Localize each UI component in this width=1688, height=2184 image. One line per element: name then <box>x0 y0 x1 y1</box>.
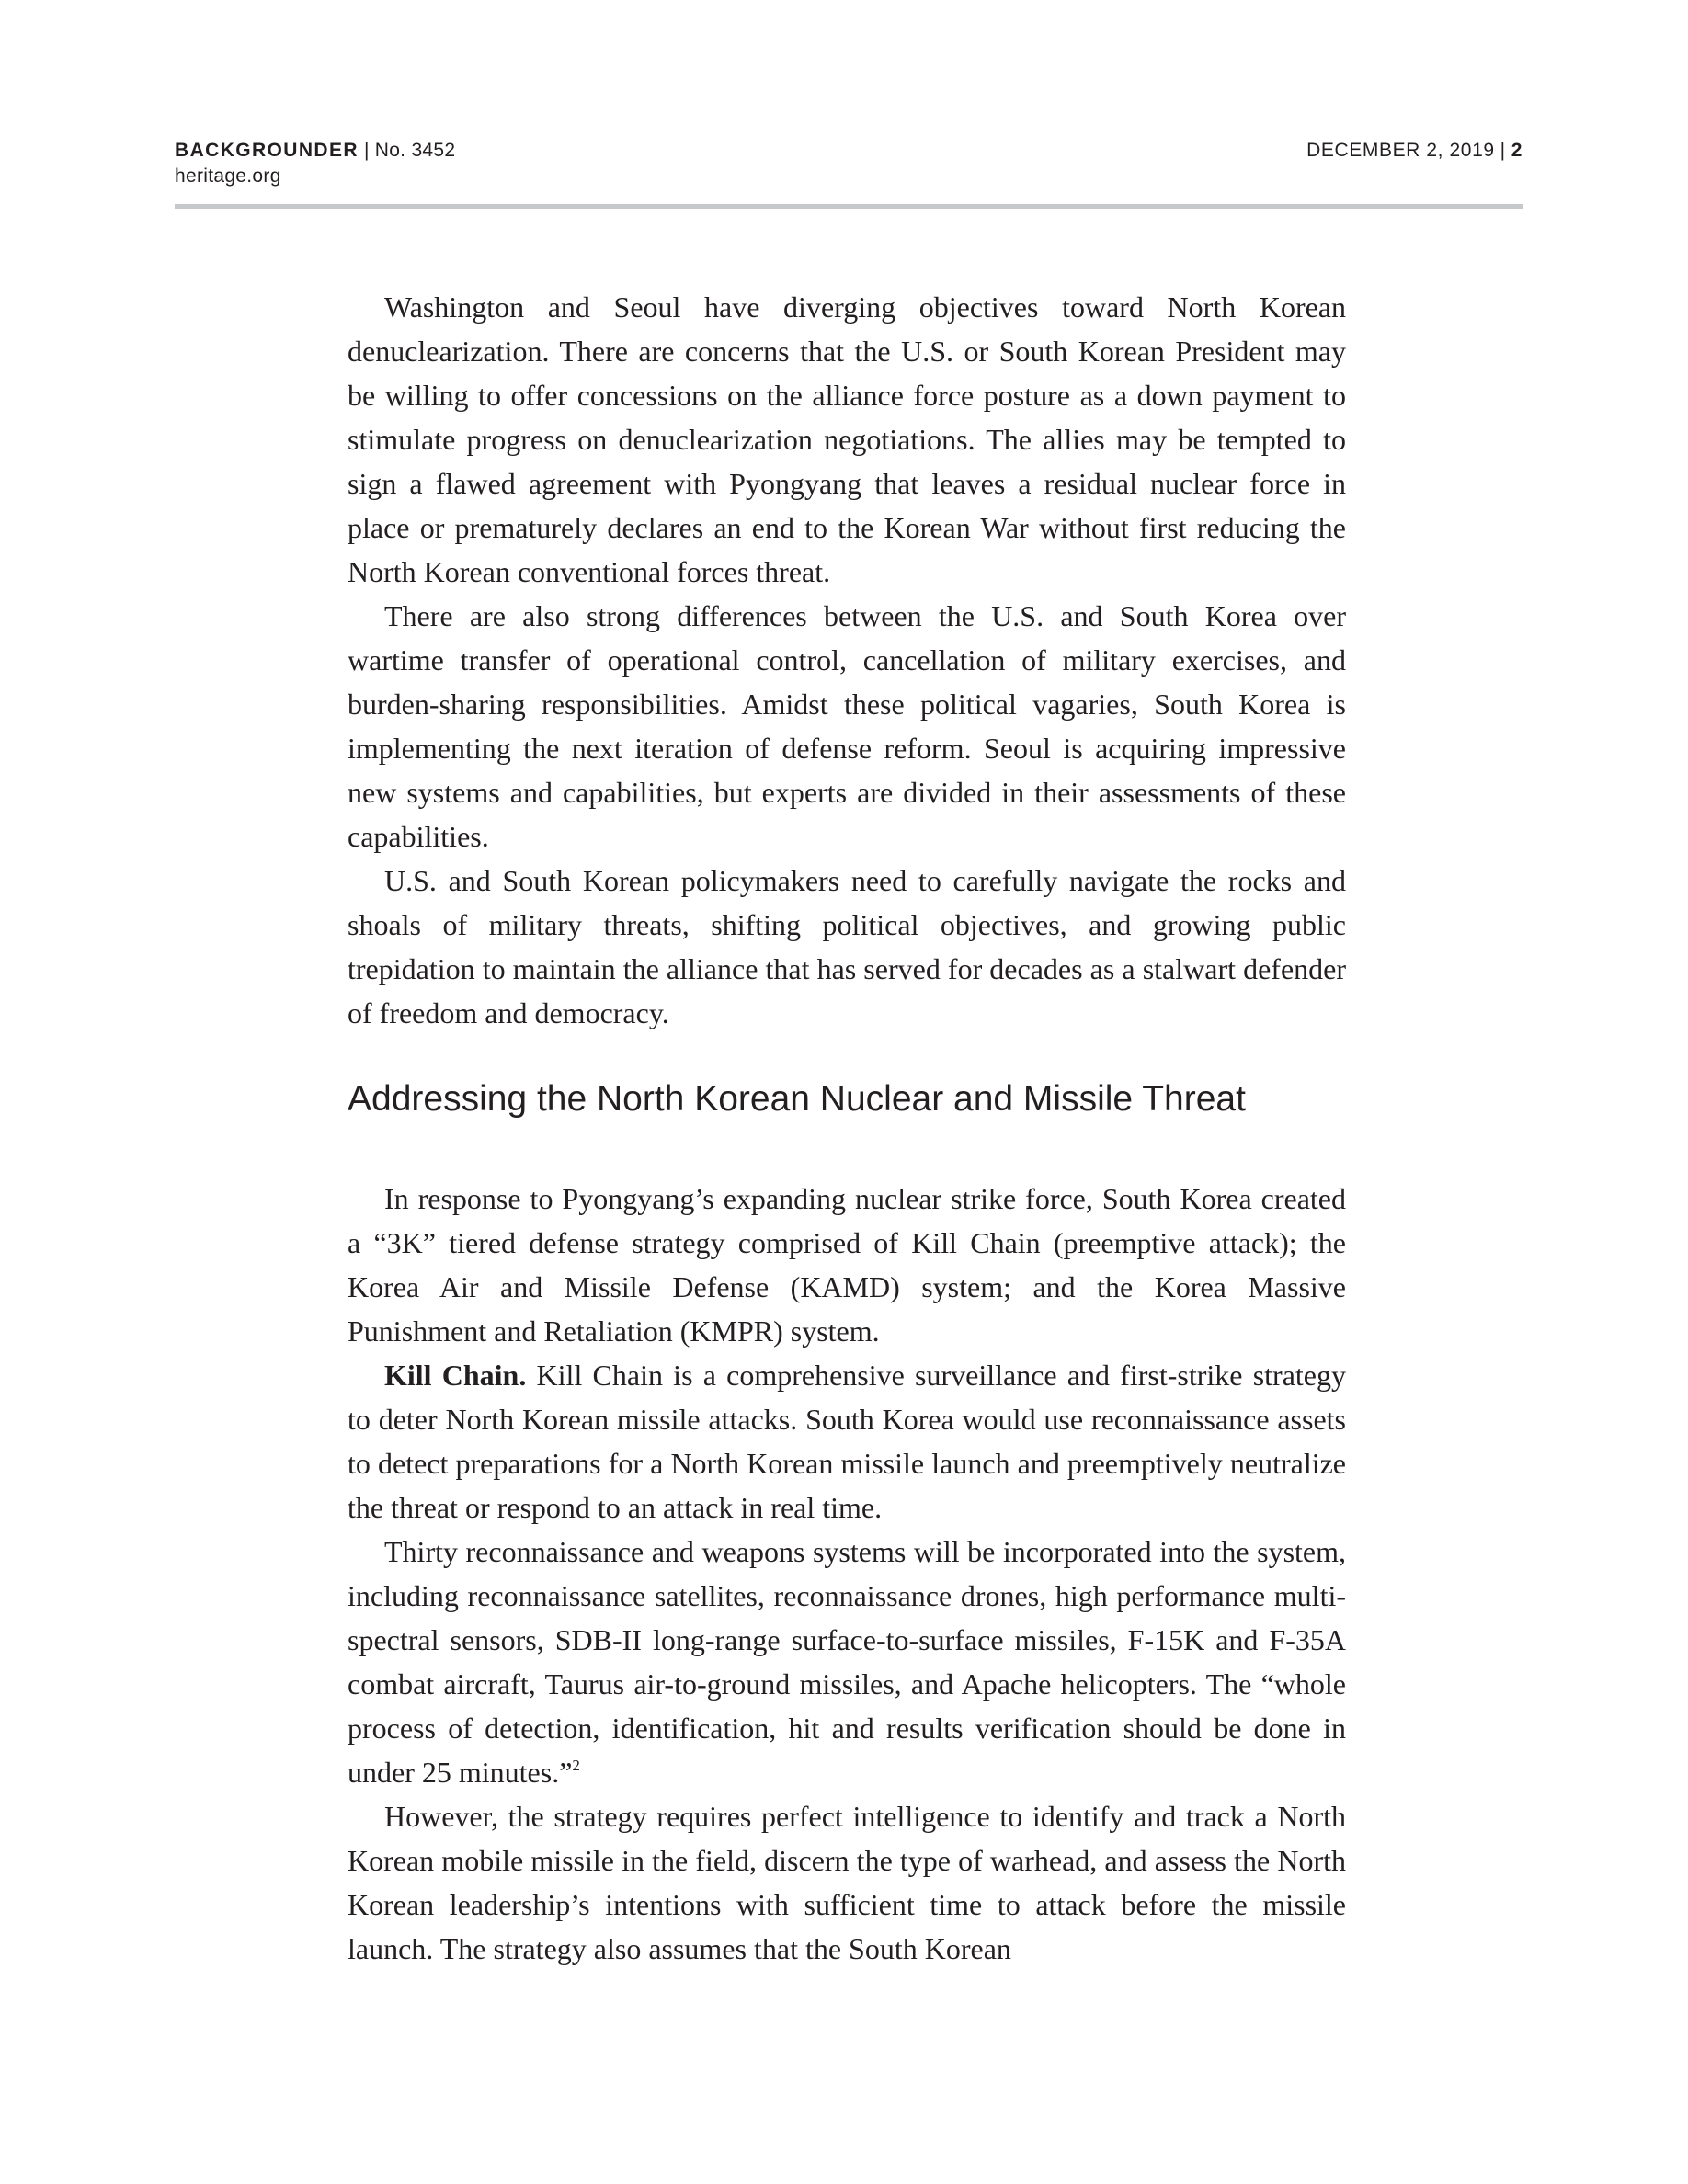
series-line <box>175 138 455 164</box>
publication-date: DECEMBER 2, 2019 <box>1306 140 1495 161</box>
paragraph-text: Thirty reconnaissance and weapons systems will be incorporated into the system, including reconnaissance satellites, reconnaissance drones, high performance multi-spectral sensors, SDB-II long-range surface-to-surface missiles, F-15K and F-35A combat aircraft, Taurus air-to-ground missiles, and Apache helicopters. The “whole process of detection, identification, hit and results verification should be done in under 25 minutes.” <box>348 1535 1346 1789</box>
kill-chain-lead: Kill Chain. <box>384 1359 527 1392</box>
series-name: BACKGROUNDER <box>175 140 359 161</box>
body-paragraph <box>348 1530 1346 1794</box>
site-link[interactable]: heritage.org <box>175 165 281 187</box>
page-number: 2 <box>1511 140 1523 161</box>
body-paragraph: There are also strong differences between the U.S. and South Korea over wartime transfer of operational control, cancellation of military exercises, and burden-sharing responsibilities. Amidst these political vagaries, South Korea is implementing the next iteration of defense reform. Seoul is acquiring impressive new systems and capabilities, but experts are divided in their assessments of these capabilities. <box>348 599 1346 853</box>
date-page-info <box>1306 138 1523 164</box>
issue-number: No. 3452 <box>374 140 456 161</box>
section-heading: Addressing the North Korean Nuclear and Missile Threat <box>348 1079 1246 1119</box>
publication-info <box>175 138 455 189</box>
body-paragraph: U.S. and South Korean policymakers need to carefully navigate the rocks and shoals of military threats, shifting political objectives, and growing public trepidation to maintain the alliance that has served for decades as a stalwart defender of freedom and democracy. <box>348 864 1346 1029</box>
body-paragraph: Washington and Seoul have diverging objectives toward North Korean denuclearization. There are concerns that the U.S. or South Korean President may be willing to offer concessions on the alliance force posture as a down payment to stimulate progress on denuclearization negotiations. The allies may be tempted to sign a flawed agreement with Pyongyang that leaves a residual nuclear force in place or prematurely declares an end to the Korean War without first reducing the North Korean conventional forces threat. <box>348 290 1346 588</box>
kill-chain-paragraph <box>348 1353 1346 1530</box>
body-paragraph: In response to Pyongyang’s expanding nuclear strike force, South Korea created a “3K” tiered defense strategy comprised of Kill Chain (preemptive attack); the Korea Air and Missile Defense (KAMD) system; and the Korea Massive Punishment and Retaliation (KMPR) system. <box>348 1182 1346 1348</box>
series-separator: | <box>363 140 370 161</box>
page-header <box>175 138 1523 208</box>
body-paragraph: However, the strategy requires perfect intelligence to identify and track a North Korean mobile missile in the field, discern the type of warhead, and assess the North Korean leadership’s intentions with sufficient time to attack before the missile launch. The strategy also assumes that the South Korean <box>348 1800 1346 1965</box>
article-body <box>348 285 1346 1971</box>
kill-chain-text: Kill Chain is a comprehensive surveillance and first-strike strategy to deter North Korean missile attacks. South Korea would use reconnaissance assets to detect preparations for a North Korean missile launch and preemptively neutralize the threat or respond to an attack in real time. <box>348 1359 1347 1524</box>
header-rule <box>175 204 1523 209</box>
date-separator: | <box>1500 140 1506 161</box>
footnote-reference[interactable]: 2 <box>572 1757 580 1774</box>
